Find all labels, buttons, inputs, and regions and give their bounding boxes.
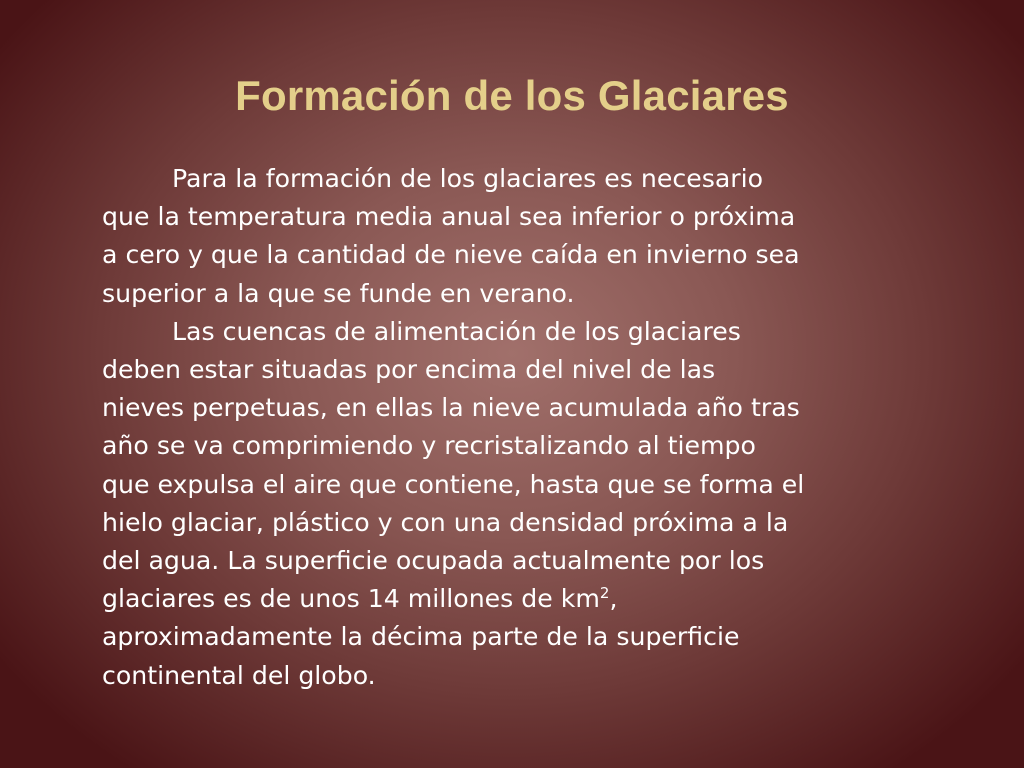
- paragraph-1-line: superior a la que se funde en verano.: [102, 278, 575, 308]
- paragraph-2: [102, 313, 982, 695]
- paragraph-2-line: hielo glaciar, plástico y con una densidad próxima a la: [102, 507, 789, 537]
- paragraph-1-line: que la temperatura media anual sea inferior o próxima: [102, 202, 796, 232]
- paragraph-2-line: Las cuencas de alimentación de los glaciares: [172, 316, 741, 346]
- km-text: glaciares es de unos 14 millones de km: [102, 584, 600, 614]
- paragraph-2-line: que expulsa el aire que contiene, hasta que se forma el: [102, 469, 805, 499]
- comma: ,: [609, 584, 618, 614]
- paragraph-2-line: continental del globo.: [102, 660, 376, 690]
- superscript-two: 2: [599, 584, 610, 603]
- paragraph-2-line: deben estar situadas por encima del nivel de las: [102, 355, 716, 385]
- paragraph-1-line: a cero y que la cantidad de nieve caída en invierno sea: [102, 240, 800, 270]
- slide-title: Formación de los Glaciares: [235, 72, 789, 119]
- paragraph-2-line: nieves perpetuas, en ellas la nieve acumulada año tras: [102, 393, 800, 423]
- paragraph-2-line: año se va comprimiendo y recristalizando al tiempo: [102, 431, 756, 461]
- paragraph-2-line: del agua. La superficie ocupada actualmente por los: [102, 546, 765, 576]
- paragraph-2-line: aproximadamente la décima parte de la superficie: [102, 622, 740, 652]
- paragraph-1: [102, 160, 982, 313]
- slide-body: [102, 160, 982, 695]
- paragraph-2-line-with-superscript: [102, 580, 982, 618]
- paragraph-1-line: Para la formación de los glaciares es necesario: [172, 164, 764, 193]
